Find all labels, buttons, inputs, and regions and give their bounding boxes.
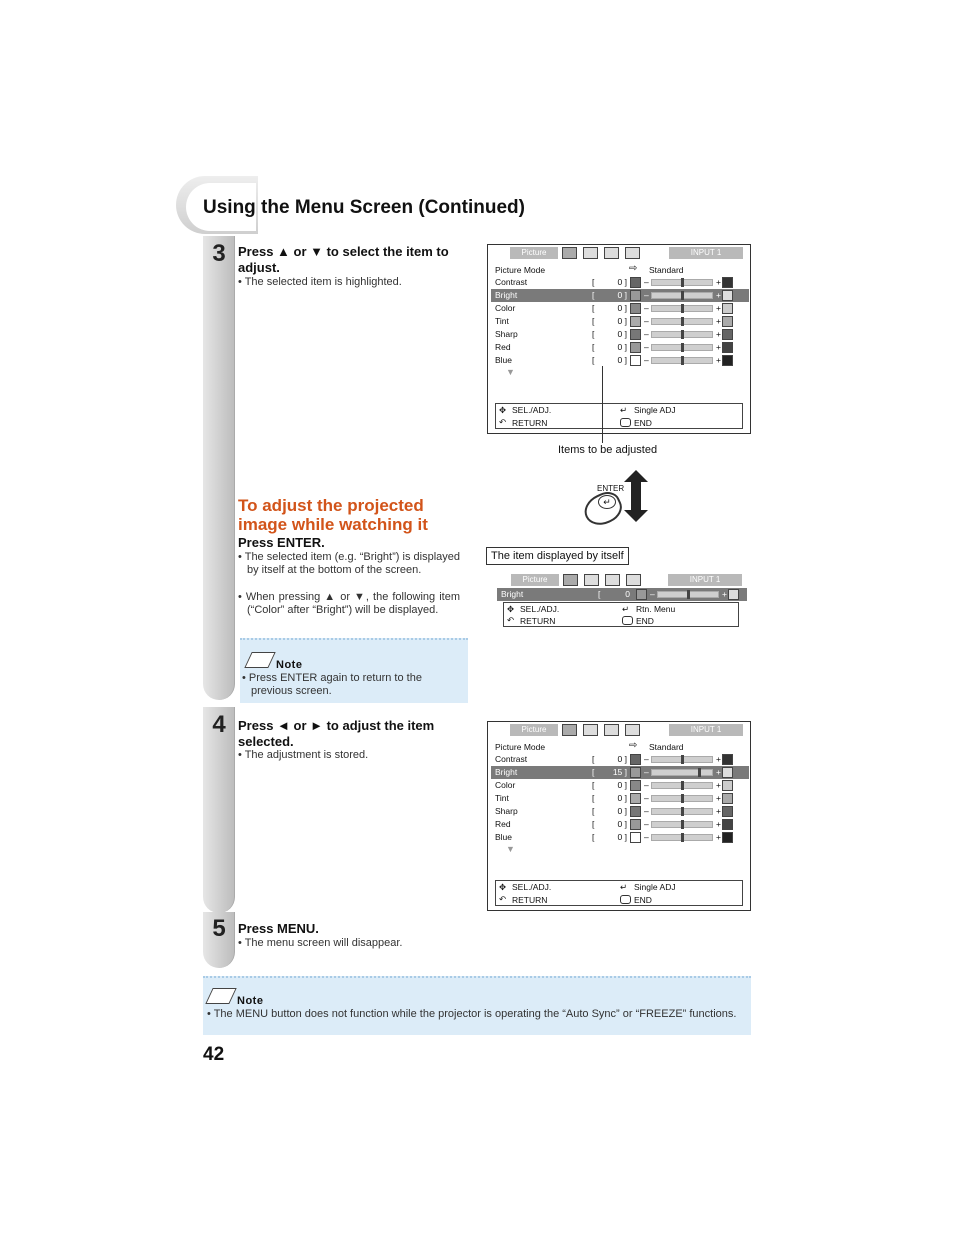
menu-item-value: 0 ] [617,277,627,287]
slider-knob[interactable] [681,794,684,803]
sel-adj-icon: ✥ [507,604,515,614]
menu-item-value: 0 ] [617,329,627,339]
bracket-open: [ [592,793,595,803]
menu-item-label: Sharp [495,806,518,816]
enter-icon: ↵ [620,882,628,892]
menu-item-label: Sharp [495,329,518,339]
step-4-bullet: • The adjustment is stored. [238,749,369,761]
slider-knob[interactable] [681,343,684,352]
minus-sign: – [644,277,649,287]
bracket-open: [ [592,780,595,790]
menu-row-red[interactable] [491,341,721,354]
menu-screen-step3 [487,244,751,434]
slider-track[interactable] [651,808,713,815]
bright-value: 0 [625,589,630,599]
item-icon-color [630,780,641,791]
note-box-1 [240,638,468,703]
item-icon-max-color [722,780,733,791]
minus-sign: – [644,806,649,816]
enter-label: ENTER [597,484,625,493]
item-icon-tint [630,316,641,327]
menu-button-icon [620,418,631,427]
minus-sign: – [644,303,649,313]
settings-tab-icon[interactable] [604,724,619,736]
item-icon-max-sharp [722,806,733,817]
bracket-open: [ [592,303,595,313]
menu-item-label: Bright [495,767,518,777]
minus-sign: – [644,819,649,829]
enter-icon: ↵ [622,604,630,614]
item-icon-max-contrast [722,277,733,288]
minus-sign: – [644,780,649,790]
pencil-icon [205,988,236,1004]
note-1-text: • Press ENTER again to return to the previous screen. [242,672,422,697]
item-icon-max-red [722,342,733,353]
page-title: Using the Menu Screen (Continued) [203,197,525,218]
minus-sign: – [644,793,649,803]
item-icon-red [630,819,641,830]
minus-sign: – [644,342,649,352]
minus-sign: – [644,767,649,777]
menu-item-value: 0 ] [617,832,627,842]
slider-knob[interactable] [698,768,701,777]
options-tab-icon[interactable] [625,247,640,259]
step-3-bullet: • The selected item is highlighted. [238,276,402,288]
picture-mode-label: Picture Mode [495,742,546,752]
slider-knob[interactable] [681,833,684,842]
menu-row-color[interactable] [491,302,721,315]
adjust-title: To adjust the projected image while watching it [238,496,428,534]
menu-footer [495,403,743,429]
item-icon-sharp [630,806,641,817]
note-2-header: Note [209,988,263,1009]
menu-item-value: 0 ] [617,303,627,313]
menu-item-label: Contrast [495,277,528,287]
item-icon-max-red [722,819,733,830]
menu-row-blue[interactable] [491,831,721,844]
sel-adj-icon: ✥ [499,882,507,892]
enter-icon: ↵ [620,405,628,415]
enter-button-icon: ↵ [598,495,616,509]
menu-item-value: 0 ] [617,819,627,829]
bracket-open: [ [592,355,595,365]
plus-sign: + [716,290,721,300]
plus-sign: + [716,806,721,816]
picture-tab-icon[interactable] [562,247,577,259]
plus-sign: + [716,303,721,313]
slider-knob[interactable] [681,807,684,816]
menu-row-bright[interactable] [491,289,749,302]
tune-tab-icon[interactable] [583,247,598,259]
item-icon-bright [630,767,641,778]
menu-item-value: 0 ] [617,754,627,764]
slider-track[interactable] [651,756,713,763]
rtn-menu-label: Rtn. Menu [636,604,676,614]
tune-tab-icon[interactable] [584,574,599,586]
step-3-heading: Press ▲ or ▼ to select the item to adjust. [238,244,449,275]
return-icon: ↶ [507,615,515,625]
item-icon-max-bright [722,767,733,778]
callout-line [602,366,603,443]
slider-knob[interactable] [681,317,684,326]
return-icon: ↶ [499,894,507,904]
bracket-open: [ [592,290,595,300]
slider-track[interactable] [651,357,713,364]
menu-item-value: 0 ] [617,793,627,803]
slider-track[interactable] [651,331,713,338]
sel-adj-label: SEL./ADJ. [520,604,560,614]
adjust-bullet-2: • When pressing ▲ or ▼, the following item (“Color” after “Bright”) will be displayed. [238,591,460,616]
menu-item-value: 0 ] [617,290,627,300]
scroll-down-icon[interactable]: ▼ [506,367,515,377]
item-icon-red [630,342,641,353]
slider-knob[interactable] [681,755,684,764]
slider-knob[interactable] [681,304,684,313]
step-3-number: 3 [212,240,226,267]
note-1-header: Note [248,652,302,673]
minus-sign: – [644,290,649,300]
menu-row-contrast[interactable] [491,753,721,766]
settings-tab-icon[interactable] [604,247,619,259]
menu-item-label: Tint [495,793,509,803]
bracket-open: [ [598,589,601,599]
menu-item-label: Contrast [495,754,528,764]
step-4-heading: Press ◄ or ► to adjust the item selected. [238,718,435,749]
plus-sign: + [716,316,721,326]
menu-item-label: Blue [495,355,513,365]
bright-icon [636,589,647,600]
caption-item-itself: The item displayed by itself [486,547,629,565]
bracket-open: [ [592,754,595,764]
slider-knob[interactable] [681,356,684,365]
scroll-down-icon[interactable]: ▼ [506,844,515,854]
item-icon-blue [630,355,641,366]
single-item-screen [487,572,751,630]
minus-sign: – [650,589,655,599]
up-down-arrow-icon [624,470,648,522]
slider-knob[interactable] [681,330,684,339]
minus-sign: – [644,832,649,842]
tune-tab-icon[interactable] [583,724,598,736]
menu-screen-step4 [487,721,751,911]
menu-row-tint[interactable] [491,792,721,805]
picture-tab-icon[interactable] [562,724,577,736]
plus-sign: + [716,767,721,777]
plus-sign: + [716,780,721,790]
slider-track[interactable] [651,318,713,325]
menu-item-label: Color [495,780,516,790]
bright-label: Bright [501,589,524,599]
options-tab-icon[interactable] [626,574,641,586]
tab-input-1[interactable]: INPUT 1 [669,724,743,736]
bracket-open: [ [592,329,595,339]
item-icon-max-sharp [722,329,733,340]
sel-adj-label: SEL./ADJ. [512,405,552,415]
minus-sign: – [644,355,649,365]
bracket-open: [ [592,316,595,326]
minus-sign: – [644,754,649,764]
item-icon-max-bright [722,290,733,301]
arrow-right-icon: ⇨ [629,263,638,274]
return-label: RETURN [520,616,556,626]
pencil-icon [244,652,275,668]
tab-picture[interactable]: Picture [510,724,558,736]
menu-row-tint[interactable] [491,315,721,328]
single-footer [503,602,739,627]
item-icon-sharp [630,329,641,340]
end-label: END [634,418,652,428]
single-bright-row[interactable] [497,588,747,601]
menu-row-bright[interactable] [491,766,749,779]
bracket-open: [ [592,832,595,842]
plus-sign: + [716,819,721,829]
arrow-right-icon: ⇨ [629,740,638,751]
slider-knob[interactable] [681,781,684,790]
menu-row-red[interactable] [491,818,721,831]
plus-sign: + [716,754,721,764]
item-icon-max-contrast [722,754,733,765]
tab-picture[interactable]: Picture [511,574,559,586]
item-icon-max-blue [722,832,733,843]
slider-track[interactable] [651,821,713,828]
item-icon-max-tint [722,793,733,804]
tab-input-1[interactable]: INPUT 1 [668,574,742,586]
menu-item-value: 0 ] [617,355,627,365]
plus-sign: + [716,832,721,842]
item-icon-bright [630,290,641,301]
slider-track[interactable] [651,795,713,802]
menu-row-contrast[interactable] [491,276,721,289]
menu-footer [495,880,743,906]
bracket-open: [ [592,342,595,352]
slider-track[interactable] [651,279,713,286]
item-icon-blue [630,832,641,843]
slider-track[interactable] [657,591,719,598]
tab-picture[interactable]: Picture [510,247,558,259]
minus-sign: – [644,329,649,339]
menu-button-icon [620,895,631,904]
plus-sign: + [722,589,727,599]
step-5-heading: Press MENU. [238,921,319,936]
menu-item-label: Tint [495,316,509,326]
menu-button-icon [622,616,633,625]
menu-item-label: Color [495,303,516,313]
slider-knob[interactable] [687,590,690,599]
bracket-open: [ [592,277,595,287]
slider-track[interactable] [651,292,713,299]
return-label: RETURN [512,895,548,905]
menu-item-label: Bright [495,290,518,300]
sel-adj-icon: ✥ [499,405,507,415]
note-2-text: • The MENU button does not function while the projector is operating the “Auto Sync” or “FREEZE” functions. [207,1008,737,1020]
slider-track[interactable] [651,782,713,789]
adjust-bullet-1: • The selected item (e.g. “Bright”) is displayed by itself at the bottom of the screen. [238,551,460,576]
picture-mode-value[interactable]: Standard [649,265,684,275]
adjust-press-enter: Press ENTER. [238,535,325,550]
step-5-bullet: • The menu screen will disappear. [238,937,403,949]
options-tab-icon[interactable] [625,724,640,736]
slider-track[interactable] [651,769,713,776]
return-icon: ↶ [499,417,507,427]
item-icon-max-tint [722,316,733,327]
plus-sign: + [716,329,721,339]
single-adj-label: Single ADJ [634,882,676,892]
settings-tab-icon[interactable] [605,574,620,586]
menu-item-label: Red [495,342,511,352]
sel-adj-label: SEL./ADJ. [512,882,552,892]
end-label: END [636,616,654,626]
slider-track[interactable] [651,834,713,841]
menu-item-value: 0 ] [617,806,627,816]
tab-input-1[interactable]: INPUT 1 [669,247,743,259]
picture-mode-label: Picture Mode [495,265,546,275]
slider-track[interactable] [651,305,713,312]
slider-knob[interactable] [681,291,684,300]
menu-row-sharp[interactable] [491,328,721,341]
return-label: RETURN [512,418,548,428]
plus-sign: + [716,342,721,352]
item-icon-max-color [722,303,733,314]
menu-item-value: 0 ] [617,342,627,352]
step-3-rail [203,236,235,700]
slider-knob[interactable] [681,278,684,287]
menu-item-value: 0 ] [617,780,627,790]
bracket-open: [ [592,806,595,816]
picture-tab-icon[interactable] [563,574,578,586]
item-icon-tint [630,793,641,804]
hand-pressing-icon [579,487,626,530]
caption-items-adjusted: Items to be adjusted [558,444,658,456]
end-label: END [634,895,652,905]
menu-row-color[interactable] [491,779,721,792]
note-box-2 [203,976,751,1035]
plus-sign: + [716,793,721,803]
menu-item-label: Blue [495,832,513,842]
menu-item-value: 15 ] [612,767,627,777]
menu-item-value: 0 ] [617,316,627,326]
minus-sign: – [644,316,649,326]
slider-track[interactable] [651,344,713,351]
step-4-number: 4 [212,711,226,738]
item-icon-contrast [630,277,641,288]
menu-row-sharp[interactable] [491,805,721,818]
plus-sign: + [716,355,721,365]
picture-mode-value[interactable]: Standard [649,742,684,752]
item-icon-color [630,303,641,314]
plus-sign: + [716,277,721,287]
item-icon-max-blue [722,355,733,366]
bracket-open: [ [592,767,595,777]
single-adj-label: Single ADJ [634,405,676,415]
menu-item-label: Red [495,819,511,829]
bracket-open: [ [592,819,595,829]
menu-row-blue[interactable] [491,354,721,367]
step-5-number: 5 [212,915,226,942]
item-icon-contrast [630,754,641,765]
bright-max-icon [728,589,739,600]
slider-knob[interactable] [681,820,684,829]
page-number: 42 [203,1044,225,1065]
